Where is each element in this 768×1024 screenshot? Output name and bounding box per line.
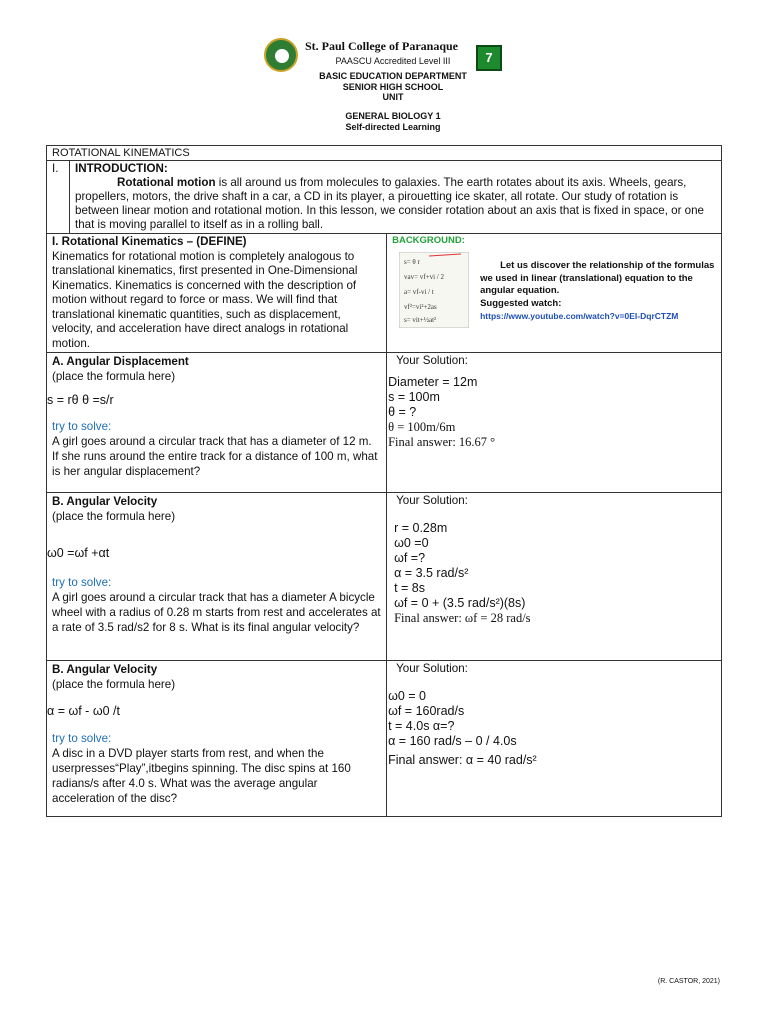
formula-placeholder: (place the formula here) [52,370,176,383]
solution-cell [387,353,722,493]
solution-line: ωf = 0 + (3.5 rad/s²)(8s) [394,596,526,610]
solution-line: ωf =? [394,551,426,565]
solution-line: r = 0.28m [394,521,448,535]
final-answer: Final answer: α = 40 rad/s² [388,753,537,767]
module-type: Self-directed Learning [345,122,441,132]
solution-line: t = 4.0s α=? [388,719,455,733]
intro-lead: Rotational motion [117,176,216,189]
svg-text:vf²=vi²+2as: vf²=vi²+2as [404,303,437,311]
department: BASIC EDUCATION DEPARTMENT [319,71,467,81]
school-seal-icon [264,38,298,72]
svg-text:s= vit+½at²: s= vit+½at² [404,316,437,324]
school-name: St. Paul College of Paranaque [305,39,458,53]
solution-line: θ = 100m/6m [388,420,456,434]
section-heading: B. Angular Velocity [52,495,158,508]
final-answer: Final answer: ωf = 28 rad/s [394,611,531,625]
intro-number: I. [47,161,70,234]
solution-line: ωf = 160rad/s [388,704,465,718]
section-velocity [47,493,387,661]
final-answer: Final answer: 16.67 ° [388,435,496,449]
problem-text: A girl goes around a circular track that has a diameter of 12 m. If she runs around the entire track for a distance of 100 m, what is her angular displacement? [52,435,378,478]
level: SENIOR HIGH SCHOOL [342,82,444,92]
svg-text:s= θ r: s= θ r [404,258,420,266]
formula-acceleration: α = ωf - ω0 /t [47,704,120,718]
solution-line: s = 100m [388,390,440,404]
define-text: Kinematics for rotational motion is completely analogous to translational kinematics, first presented in One-Dimensional Kinematics. Kinematics is concerned with the description of motion without regard to force or mass. We will find that translational kinematic quantities, such as displacement, velocity, and acceleration have direct analogs in rotational motion. [52,249,358,350]
unit: UNIT [382,92,404,102]
solution-line: Diameter = 12m [388,375,478,389]
try-to-solve-label: try to solve: [52,732,112,745]
lesson-title: ROTATIONAL KINEMATICS [47,146,722,161]
your-solution-label: Your Solution: [396,494,468,507]
accreditation: PAASCU Accredited Level III [335,56,451,66]
background-label: BACKGROUND: [392,235,465,246]
problem-text: A girl goes around a circular track that has a diameter A bicycle wheel with a radius of 0.28 m starts from rest and accelerates at a rate of 3.5 rad/s2 for 8 s. What is its final angular velocity? [52,591,381,634]
problem-text: A disc in a DVD player starts from rest, and when the userpresses“Play”,itbegins spinning. The disc spins at 160 radians/s after 4.0 s. What was the average angular acceleration of the disc? [52,747,351,805]
solution-line: α = 160 rad/s – 0 / 4.0s [388,734,517,748]
background-cell [387,234,722,353]
solution-line: t = 8s [394,581,426,595]
try-to-solve-label: try to solve: [52,576,112,589]
accreditation-logo-icon: 7 [476,45,502,71]
intro-text: is all around us from molecules to galaxies. The earth rotates about its axis. Wheels, gears, propellers, motors, the drive shaft in a car, a CD in its player, a pirouetting ice skater, all rotate. Our study of rotation is between linear motion and rotational motion. In this lesson, we consider rotation about an axis that is fixed in space, or one that is moving parallel to itself as in a rolling ball. [75,176,705,231]
formula-displacement: s = rθ θ =s/r [47,393,114,407]
svg-text:a= vf-vi / t: a= vf-vi / t [404,288,434,296]
formula-placeholder: (place the formula here) [52,678,176,691]
formula-velocity: ω0 =ωf +αt [47,546,110,560]
solution-cell [387,493,722,661]
solution-line: ω0 =0 [394,536,429,550]
document-header [0,0,768,140]
solution-line: α = 3.5 rad/s² [394,566,469,580]
suggested-watch-label: Suggested watch: [480,297,562,309]
formula-placeholder: (place the formula here) [52,510,176,523]
define-heading: I. Rotational Kinematics – (DEFINE) [52,235,247,248]
intro-cell [70,161,722,234]
your-solution-label: Your Solution: [396,662,468,675]
section-heading: B. Angular Velocity [52,663,158,676]
subject: GENERAL BIOLOGY 1 [345,111,441,121]
solution-cell [387,661,722,817]
define-cell [47,234,387,353]
solution-line: ω0 = 0 [388,689,427,703]
footer-credit: (R. CASTOR, 2021) [657,978,720,985]
section-acceleration [47,661,387,817]
solution-line: θ = ? [388,405,417,419]
your-solution-label: Your Solution: [396,354,468,367]
try-to-solve-label: try to solve: [52,420,112,433]
intro-heading: INTRODUCTION: [75,162,168,175]
lesson-table [46,145,722,817]
svg-text:vav= vf+vi / 2: vav= vf+vi / 2 [404,273,445,281]
section-displacement [47,353,387,493]
formula-sketch-image [399,252,469,328]
youtube-link[interactable]: https://www.youtube.com/watch?v=0EI-DqrCTZM [480,311,679,321]
section-heading: A. Angular Displacement [52,355,189,368]
background-text: Let us discover the relationship of the formulas we used in linear (translational) equation to the angular equation. [480,260,715,296]
